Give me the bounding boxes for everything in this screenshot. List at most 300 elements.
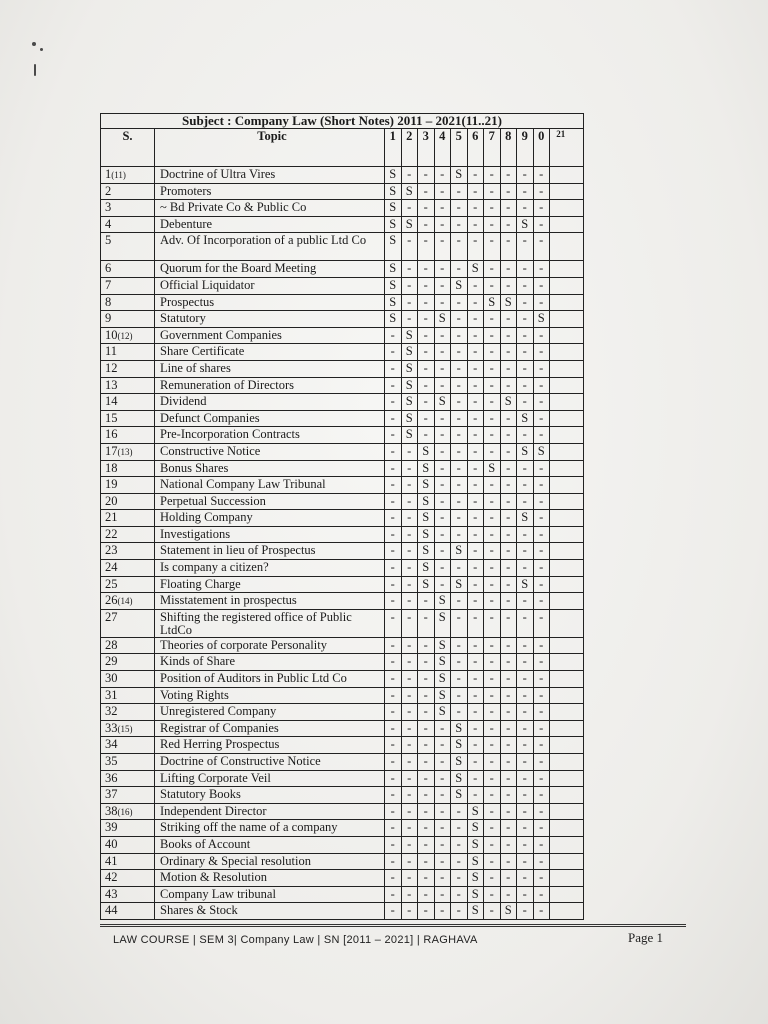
topic-cell: Line of shares xyxy=(155,361,385,377)
year-mark: - xyxy=(451,593,468,609)
table-row xyxy=(101,688,583,705)
year-mark: - xyxy=(484,361,501,377)
topic-cell: Position of Auditors in Public Ltd Co xyxy=(155,671,385,687)
year-mark: - xyxy=(402,560,419,576)
table-row xyxy=(101,328,583,345)
year-mark: - xyxy=(402,737,419,753)
year-mark: - xyxy=(534,854,551,870)
serial-number xyxy=(101,217,155,233)
year-mark: S xyxy=(418,560,435,576)
year-mark: - xyxy=(468,461,485,477)
year-mark: S xyxy=(451,721,468,737)
year-mark: - xyxy=(451,295,468,311)
serial-number-value: 24 xyxy=(105,560,118,575)
serial-number xyxy=(101,200,155,216)
year-mark-empty xyxy=(550,887,572,903)
year-mark: - xyxy=(418,361,435,377)
year-mark: - xyxy=(468,688,485,704)
year-mark-empty xyxy=(550,461,572,477)
year-mark: - xyxy=(451,510,468,526)
year-mark: S xyxy=(418,577,435,593)
year-mark: - xyxy=(501,688,518,704)
year-mark: - xyxy=(385,721,402,737)
table-row xyxy=(101,295,583,312)
year-mark: - xyxy=(402,200,419,216)
year-mark: - xyxy=(402,527,419,543)
year-mark: - xyxy=(451,394,468,410)
year-mark: - xyxy=(468,510,485,526)
year-mark: - xyxy=(484,167,501,183)
year-mark: - xyxy=(517,167,534,183)
serial-number-value: 15 xyxy=(105,410,118,425)
year-mark: - xyxy=(435,261,452,277)
year-mark: - xyxy=(402,261,419,277)
year-mark: - xyxy=(435,787,452,803)
year-mark: - xyxy=(517,378,534,394)
year-mark: - xyxy=(402,804,419,820)
year-mark: S xyxy=(451,577,468,593)
year-mark: - xyxy=(385,737,402,753)
serial-number xyxy=(101,870,155,886)
table-row xyxy=(101,721,583,738)
year-mark: - xyxy=(501,233,518,260)
year-mark: - xyxy=(435,887,452,903)
year-mark: - xyxy=(418,593,435,609)
year-mark: - xyxy=(534,278,551,294)
year-mark-empty xyxy=(550,654,572,670)
serial-number-value: 36 xyxy=(105,770,118,785)
year-mark: - xyxy=(517,870,534,886)
year-mark: S xyxy=(385,261,402,277)
year-mark: - xyxy=(534,344,551,360)
year-mark: - xyxy=(501,638,518,654)
year-mark: - xyxy=(385,593,402,609)
year-mark: - xyxy=(402,820,419,836)
topic-cell: Statutory xyxy=(155,311,385,327)
year-mark: - xyxy=(468,427,485,443)
year-mark: S xyxy=(385,233,402,260)
year-mark: - xyxy=(418,233,435,260)
serial-number xyxy=(101,671,155,687)
year-mark: - xyxy=(418,344,435,360)
ink-smudge xyxy=(40,48,43,51)
year-mark: - xyxy=(451,704,468,720)
year-mark: - xyxy=(501,527,518,543)
year-mark: - xyxy=(451,887,468,903)
table-row xyxy=(101,854,583,871)
year-mark: - xyxy=(501,494,518,510)
topic-cell: Is company a citizen? xyxy=(155,560,385,576)
topic-cell: Doctrine of Ultra Vires xyxy=(155,167,385,183)
year-mark: - xyxy=(468,671,485,687)
year-mark: S xyxy=(402,184,419,200)
year-mark-empty xyxy=(550,477,572,493)
table-row xyxy=(101,427,583,444)
year-mark: S xyxy=(402,361,419,377)
year-mark: S xyxy=(517,444,534,460)
year-mark: - xyxy=(517,328,534,344)
year-mark: - xyxy=(385,804,402,820)
year-mark: - xyxy=(451,311,468,327)
year-mark: - xyxy=(451,494,468,510)
year-mark: - xyxy=(451,261,468,277)
year-mark: - xyxy=(484,837,501,853)
year-mark: - xyxy=(517,461,534,477)
year-mark: - xyxy=(501,311,518,327)
year-mark: - xyxy=(468,787,485,803)
year-mark: - xyxy=(385,870,402,886)
year-mark: - xyxy=(517,344,534,360)
year-mark: - xyxy=(534,593,551,609)
year-mark: - xyxy=(402,295,419,311)
year-mark: S xyxy=(468,261,485,277)
year-mark: - xyxy=(484,887,501,903)
year-mark: - xyxy=(418,427,435,443)
year-mark: - xyxy=(451,527,468,543)
year-mark: - xyxy=(517,593,534,609)
serial-number xyxy=(101,577,155,593)
year-mark: - xyxy=(517,494,534,510)
serial-number xyxy=(101,610,155,637)
serial-number-value: 22 xyxy=(105,526,118,541)
year-mark: - xyxy=(418,411,435,427)
year-mark: - xyxy=(468,167,485,183)
year-mark: S xyxy=(435,654,452,670)
year-mark: - xyxy=(385,444,402,460)
year-mark: - xyxy=(534,721,551,737)
year-mark: - xyxy=(501,654,518,670)
year-mark: - xyxy=(402,771,419,787)
serial-number xyxy=(101,344,155,360)
year-mark: S xyxy=(418,543,435,559)
year-mark: - xyxy=(418,610,435,637)
year-mark: - xyxy=(484,820,501,836)
topic-cell: Constructive Notice xyxy=(155,444,385,460)
year-mark: - xyxy=(451,671,468,687)
serial-number xyxy=(101,887,155,903)
year-mark: - xyxy=(484,854,501,870)
year-mark: - xyxy=(501,771,518,787)
year-mark: - xyxy=(501,837,518,853)
year-mark: - xyxy=(534,184,551,200)
table-row xyxy=(101,477,583,494)
year-mark: - xyxy=(501,737,518,753)
year-mark: - xyxy=(484,217,501,233)
year-mark: - xyxy=(534,654,551,670)
year-mark: - xyxy=(534,527,551,543)
year-mark-empty xyxy=(550,261,572,277)
serial-number xyxy=(101,854,155,870)
serial-number-value: 20 xyxy=(105,493,118,508)
year-mark: S xyxy=(435,671,452,687)
year-mark: - xyxy=(517,527,534,543)
year-mark: - xyxy=(484,903,501,919)
serial-number-value: 5 xyxy=(105,233,112,248)
year-mark-empty xyxy=(550,593,572,609)
year-mark: - xyxy=(534,261,551,277)
year-mark: - xyxy=(418,378,435,394)
year-mark: - xyxy=(435,361,452,377)
topic-cell: Independent Director xyxy=(155,804,385,820)
serial-number xyxy=(101,261,155,277)
serial-number xyxy=(101,771,155,787)
year-mark: - xyxy=(468,278,485,294)
year-mark: - xyxy=(484,184,501,200)
year-mark: - xyxy=(534,477,551,493)
year-mark: S xyxy=(451,737,468,753)
year-mark: - xyxy=(418,754,435,770)
year-mark: - xyxy=(468,560,485,576)
serial-number-value: 6 xyxy=(105,261,112,276)
serial-number xyxy=(101,328,155,344)
year-mark: - xyxy=(468,311,485,327)
table-row xyxy=(101,903,583,920)
year-mark: - xyxy=(517,787,534,803)
year-mark: - xyxy=(534,328,551,344)
year-mark: - xyxy=(534,638,551,654)
serial-number xyxy=(101,378,155,394)
year-mark: - xyxy=(402,787,419,803)
topic-cell: Investigations xyxy=(155,527,385,543)
year-mark: - xyxy=(484,411,501,427)
year-mark: - xyxy=(501,854,518,870)
year-mark: - xyxy=(517,887,534,903)
topic-cell: Bonus Shares xyxy=(155,461,385,477)
serial-number xyxy=(101,444,155,460)
year-mark: - xyxy=(484,477,501,493)
year-mark: - xyxy=(435,870,452,886)
serial-subnumber: (16) xyxy=(117,806,133,817)
topic-cell: Debenture xyxy=(155,217,385,233)
year-mark: - xyxy=(501,754,518,770)
year-mark: - xyxy=(435,444,452,460)
year-mark: - xyxy=(468,217,485,233)
topic-cell: Holding Company xyxy=(155,510,385,526)
table-title: Subject : Company Law (Short Notes) 2011 – 2021(11..21) xyxy=(101,114,583,129)
table-row xyxy=(101,510,583,527)
year-mark: - xyxy=(501,278,518,294)
table-row xyxy=(101,378,583,395)
year-mark: - xyxy=(451,184,468,200)
year-mark: - xyxy=(501,217,518,233)
year-mark: - xyxy=(517,361,534,377)
year-mark: - xyxy=(435,804,452,820)
year-mark: - xyxy=(402,638,419,654)
year-mark: - xyxy=(484,870,501,886)
table-row xyxy=(101,411,583,428)
year-mark: - xyxy=(418,737,435,753)
table-row xyxy=(101,638,583,655)
year-mark: - xyxy=(418,295,435,311)
year-mark: S xyxy=(418,510,435,526)
topic-cell: Share Certificate xyxy=(155,344,385,360)
table-row xyxy=(101,217,583,234)
year-mark: - xyxy=(517,837,534,853)
table-row xyxy=(101,737,583,754)
year-mark: S xyxy=(402,411,419,427)
year-mark: - xyxy=(435,754,452,770)
year-mark: - xyxy=(385,704,402,720)
year-mark: - xyxy=(402,610,419,637)
serial-number-value: 38 xyxy=(105,803,118,818)
year-mark: - xyxy=(468,378,485,394)
serial-number-value: 35 xyxy=(105,754,118,768)
topic-cell: Motion & Resolution xyxy=(155,870,385,886)
table-row xyxy=(101,804,583,821)
year-mark: S xyxy=(534,444,551,460)
table-row xyxy=(101,233,583,261)
year-mark: - xyxy=(517,654,534,670)
year-mark: - xyxy=(402,167,419,183)
topic-cell: Adv. Of Incorporation of a public Ltd Co xyxy=(155,233,385,260)
table-body xyxy=(101,167,583,920)
serial-number-value: 29 xyxy=(105,654,118,669)
year-mark: S xyxy=(435,593,452,609)
serial-number xyxy=(101,477,155,493)
year-mark: - xyxy=(435,378,452,394)
table-row xyxy=(101,200,583,217)
year-mark: - xyxy=(534,754,551,770)
topic-header: Topic xyxy=(155,129,385,166)
year-header: 6 xyxy=(468,129,485,166)
year-mark: - xyxy=(402,510,419,526)
year-mark-empty xyxy=(550,184,572,200)
year-mark: - xyxy=(385,344,402,360)
serial-number xyxy=(101,527,155,543)
year-mark: - xyxy=(484,577,501,593)
year-mark: - xyxy=(484,671,501,687)
year-mark: - xyxy=(402,837,419,853)
year-header: 4 xyxy=(435,129,452,166)
year-mark: - xyxy=(435,427,452,443)
topic-cell: Misstatement in prospectus xyxy=(155,593,385,609)
year-mark: - xyxy=(534,870,551,886)
year-mark: S xyxy=(517,577,534,593)
serial-number-value: 42 xyxy=(105,870,118,885)
year-mark: - xyxy=(534,378,551,394)
year-mark: - xyxy=(484,787,501,803)
year-mark: - xyxy=(484,737,501,753)
year-mark: - xyxy=(501,361,518,377)
topic-cell: Books of Account xyxy=(155,837,385,853)
serial-number xyxy=(101,737,155,753)
serial-number-value: 37 xyxy=(105,787,118,802)
year-mark: - xyxy=(484,704,501,720)
year-mark: - xyxy=(534,671,551,687)
year-mark-empty xyxy=(550,427,572,443)
year-mark: - xyxy=(517,200,534,216)
year-mark: S xyxy=(435,311,452,327)
year-mark: - xyxy=(534,233,551,260)
year-mark: - xyxy=(435,721,452,737)
year-mark: - xyxy=(435,903,452,919)
year-mark-empty xyxy=(550,344,572,360)
topic-cell: Unregistered Company xyxy=(155,704,385,720)
year-mark: - xyxy=(435,510,452,526)
topic-frequency-table xyxy=(100,113,584,920)
year-mark: - xyxy=(534,560,551,576)
year-mark: - xyxy=(501,477,518,493)
year-mark: - xyxy=(385,638,402,654)
year-mark: S xyxy=(385,167,402,183)
year-mark: S xyxy=(385,217,402,233)
year-mark: - xyxy=(451,328,468,344)
year-mark: - xyxy=(534,577,551,593)
serial-subnumber: (13) xyxy=(117,446,133,457)
year-mark-empty xyxy=(550,787,572,803)
year-mark: - xyxy=(484,344,501,360)
serial-subnumber: (14) xyxy=(117,596,133,607)
year-header: 1 xyxy=(385,129,402,166)
footer-divider xyxy=(100,924,686,927)
year-mark-empty xyxy=(550,638,572,654)
topic-cell: Government Companies xyxy=(155,328,385,344)
year-mark: S xyxy=(435,394,452,410)
year-mark: S xyxy=(468,887,485,903)
year-mark: - xyxy=(517,233,534,260)
year-mark: - xyxy=(385,771,402,787)
year-mark: S xyxy=(501,903,518,919)
year-header: 3 xyxy=(418,129,435,166)
topic-cell: Registrar of Companies xyxy=(155,721,385,737)
year-mark: S xyxy=(435,638,452,654)
year-mark: - xyxy=(435,854,452,870)
year-mark: - xyxy=(418,787,435,803)
year-mark: - xyxy=(435,217,452,233)
topic-cell: Prospectus xyxy=(155,295,385,311)
year-mark: - xyxy=(418,804,435,820)
year-mark: - xyxy=(501,184,518,200)
year-mark: - xyxy=(534,887,551,903)
year-mark-empty xyxy=(550,494,572,510)
year-mark: - xyxy=(517,184,534,200)
year-mark: S xyxy=(435,688,452,704)
serial-number xyxy=(101,638,155,654)
ink-smudge xyxy=(34,64,36,76)
year-mark: - xyxy=(534,461,551,477)
topic-cell: Red Herring Prospectus xyxy=(155,737,385,753)
year-mark: - xyxy=(501,543,518,559)
year-mark: - xyxy=(484,560,501,576)
year-mark: - xyxy=(517,854,534,870)
topic-cell: Dividend xyxy=(155,394,385,410)
year-mark: - xyxy=(484,444,501,460)
year-mark: S xyxy=(468,870,485,886)
year-mark: - xyxy=(534,610,551,637)
year-mark: - xyxy=(435,771,452,787)
year-mark: - xyxy=(451,804,468,820)
year-mark: - xyxy=(501,411,518,427)
year-mark: - xyxy=(435,344,452,360)
year-mark: - xyxy=(501,167,518,183)
year-mark: - xyxy=(402,233,419,260)
serial-number xyxy=(101,167,155,183)
table-row xyxy=(101,610,583,638)
year-mark-empty xyxy=(550,311,572,327)
year-mark: - xyxy=(501,887,518,903)
year-mark: - xyxy=(501,593,518,609)
serial-number-value: 9 xyxy=(105,311,112,326)
year-mark: - xyxy=(402,461,419,477)
year-mark: S xyxy=(451,278,468,294)
year-mark-empty xyxy=(550,671,572,687)
year-mark: - xyxy=(385,577,402,593)
year-mark: - xyxy=(402,311,419,327)
serial-number-value: 18 xyxy=(105,460,118,475)
year-mark: - xyxy=(517,737,534,753)
year-mark-empty xyxy=(550,721,572,737)
year-mark: S xyxy=(468,854,485,870)
